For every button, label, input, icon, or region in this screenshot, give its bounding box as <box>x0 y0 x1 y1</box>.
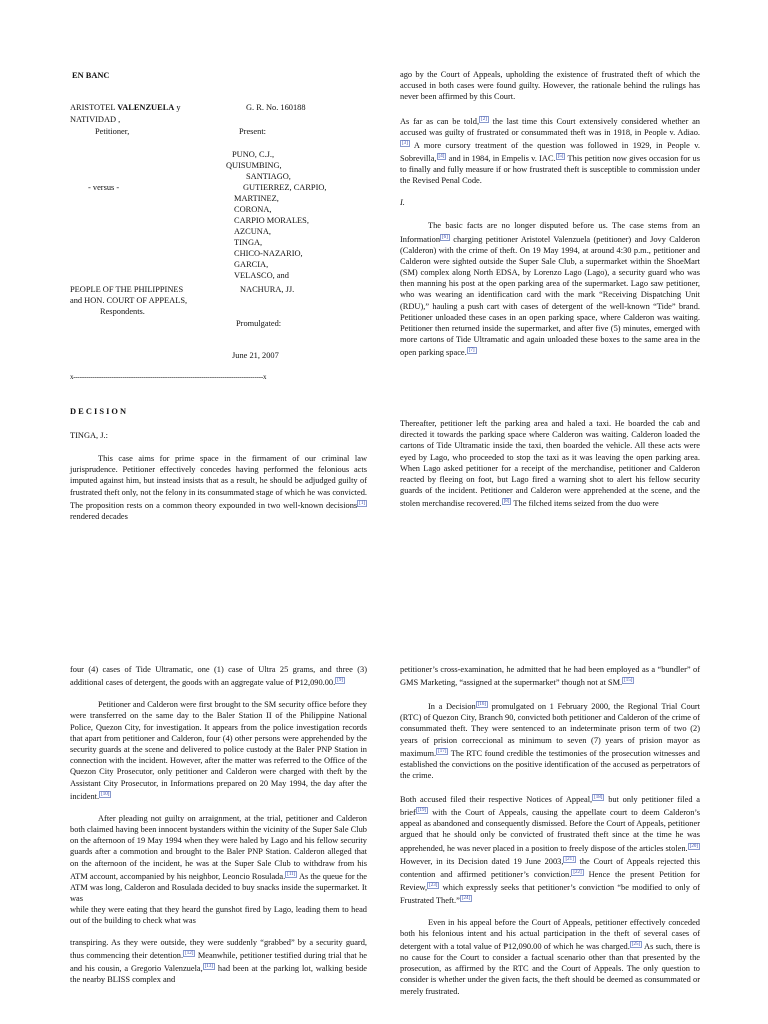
footnote-link[interactable]: [2] <box>481 116 487 122</box>
paragraph: The basic facts are no longer disputed before us. The case stems from an Information [6] charging petitioner Aristotel Valenzuela (petitioner) and Jovy Calderon (Calderon) with the crime of theft. On 19 May 1994, at around 4:30 p.m., petitioner and Calderon were sighted outside the Super Sale Club, a supermarket within the ShoeMart (SM) complex along North EDSA, by Lorenzo Lago (Lago), a security guard who was then manning his post at the open parking area of the supermarket. Lago saw petitioner, who was wearing an identification card with the mark “Receiving Dispatching Unit (RDU),” hauling a push cart with cases of detergent of the well-known “Tide” brand. Petitioner unloaded these cases in an open parking space, where Calderon was waiting. Petitioner then returned inside the supermarket, and after five (5) minutes, emerged with more cartons of Tide Ultramatic and again unloaded these boxes to the same area in the open parking space. [7] <box>400 221 700 358</box>
justice: CORONA, <box>234 205 272 214</box>
petitioner-first: ARISTOTEL <box>70 103 116 112</box>
paragraph: Petitioner and Calderon were first brought to the SM security office before they were transferred on the same day to the Baler Station II of the Philippine National Police, Quezon City, for investigation. It appears from the police investigation records that apart from petitioner and Calderon, four (4) other persons were apprehended by the security guards at the scene and delivered to police custody at the Baler PNP Station in connection with the incident. However, after the matter was referred to the Office of the Quezon City Prosecutor, only petitioner and Calderon were charged with theft by the Assistant City Prosecutor, in Informations prepared on 20 May 1994, the day after the incident. [10] <box>70 700 367 801</box>
footnote-link[interactable]: [16] <box>477 702 487 708</box>
petitioner-name <box>70 102 181 113</box>
footnote-link[interactable]: [5] <box>557 153 564 159</box>
decision-heading: D E C I S I O N <box>70 407 127 416</box>
court-division: EN BANC <box>72 71 110 80</box>
footnote-link[interactable]: [24] <box>461 895 471 901</box>
header-separator: x-----------------------------------------------------------------------------------------x <box>70 373 267 381</box>
paragraph: After pleading not guilty on arraignment, at the trial, petitioner and Calderon both claimed having been innocent bystanders within the vicinity of the Super Sale Club on the afternoon of 19 May 1994 when they were haled by Lago and his fellow security guards after a commotion and brought to the Baler PNP Station. Calderon alleged that on the afternoon of the incident, he was at the Super Sale Club to withdraw from his ATM account, accompanied by his neighbor, Leoncio Rosulada. [11] As the queue for the ATM was long, Calderon and Rosulada decided to buy snacks inside the supermarket. It was <box>70 813 367 904</box>
footnote-link[interactable]: [11] <box>287 871 296 877</box>
respondent-line1: PEOPLE OF THE PHILIPPINES <box>70 285 184 294</box>
paragraph: Both accused filed their respective Notices of Appeal, [18] but only petitioner filed a brief [19] with the Court of Appeals, causing the appellate court to deem Calderon’s appeal as abandoned and consequently dismissed. Before the Court of Appeals, petitioner argued that he should only be convicted of frustrated theft since at the time he was apprehended, he was never placed in a position to freely dispose of the articles stolen. [20] However, in its Decision dated 19 June 2003, [21] the Court of Appeals rejected this contention and affirmed petitioner’s conviction. [22] Hence the present Petition for Review, [23] which expressly seeks that petitioner’s conviction “be modified to only of Frustrated Theft.” [24] <box>400 795 701 905</box>
footnote-link[interactable]: [15] <box>624 678 633 684</box>
paragraph: Even in his appeal before the Court of Appeals, petitioner effectively conceded both his felonious intent and his actual participation in the theft of several cases of detergent with a total value of ₱12,090.00 of which he was charged. [25] As such, there is no cause for the Court to consider a factual scenario other than that presented by the prosecution, as affirmed by the RTC and the Court of Appeals. The only question to consider is whether under the given facts, the theft should be deemed as consummated or merely frustrated. <box>400 917 700 996</box>
paragraph: four (4) cases of Tide Ultramatic, one (1) case of Ultra 25 grams, and three (3) additional cases of detergent, the goods with an aggregate value of ₱12,090.00. [9] <box>70 665 367 687</box>
justice: TINGA, <box>234 238 263 247</box>
justice: MARTINEZ, <box>234 194 279 203</box>
footnote-link[interactable]: [21] <box>565 856 574 862</box>
justice: QUISUMBING, <box>226 161 282 170</box>
respondent-line2: and HON. COURT OF APPEALS, <box>70 296 188 305</box>
footnote-link[interactable]: [23] <box>429 882 438 888</box>
paragraph-continued: transpiring. As they were outside, they were suddenly “grabbed” by a security guard, thus commencing their detention. [12] Meanwhile, petitioner testified during trial that he and his cousin, a Gregorio Valenzuela, [13] had been at the parking lot, walking beside the nearby BLISS complex and <box>70 937 367 984</box>
footnote-link[interactable]: [10] <box>101 791 110 797</box>
decision-column-right-top <box>400 69 700 369</box>
footnote-link[interactable]: [25] <box>631 942 641 948</box>
decision-column-right-mid <box>400 418 700 520</box>
justice: AZCUNA, <box>234 227 271 236</box>
decision-column-right-bottom <box>400 664 700 1008</box>
justice: CARPIO MORALES, <box>234 216 309 225</box>
footnote-link[interactable]: [19] <box>417 808 427 814</box>
decision-column-left-top <box>70 453 367 533</box>
petitioner-role: Petitioner, <box>95 127 130 136</box>
respondent-role: Respondents. <box>100 307 145 316</box>
footnote-link[interactable]: [17] <box>438 748 447 754</box>
footnote-link[interactable]: [7] <box>468 348 475 354</box>
justice: GARCIA, <box>234 260 269 269</box>
footnote-link[interactable]: [1] <box>359 500 365 506</box>
present-label: Present: <box>239 127 266 136</box>
justice: VELASCO, and <box>234 271 289 280</box>
paragraph: ago by the Court of Appeals, upholding the existence of frustrated theft of which the accused in both cases were found guilty. However, the rationale behind the rulings has never been affirmed by this Court. <box>400 70 700 102</box>
footnote-link[interactable]: [18] <box>594 795 603 801</box>
justice: CHICO-NAZARIO, <box>234 249 303 258</box>
versus-label: - versus - <box>88 183 120 192</box>
paragraph-continued: while they were eating that they heard the gunshot fired by Lago, leading them to head out of the building to check what was <box>70 905 367 926</box>
footnote-link[interactable]: [9] <box>337 678 344 684</box>
petitioner-rest: y <box>176 103 181 112</box>
justice: GUTIERREZ, CARPIO, <box>243 183 327 192</box>
justice: PUNO, C.J., <box>232 150 275 159</box>
promulgated-label: Promulgated: <box>236 319 282 328</box>
footnote-link[interactable]: [3] <box>402 140 408 146</box>
justice: SANTIAGO, <box>246 172 291 181</box>
footnote-link[interactable]: [20] <box>689 843 698 849</box>
footnote-link[interactable]: [4] <box>438 153 445 159</box>
footnote-link[interactable]: [13] <box>204 963 214 969</box>
justice: NACHURA, JJ. <box>240 285 295 294</box>
decision-column-left-bottom <box>70 664 367 996</box>
footnote-link[interactable]: [12] <box>185 950 194 956</box>
footnote-link[interactable]: [22] <box>573 869 582 875</box>
footnote-link[interactable]: [6] <box>442 234 448 240</box>
petitioner-name-line2: NATIVIDAD , <box>70 115 121 124</box>
gr-number: G. R. No. 160188 <box>246 103 306 112</box>
paragraph: As far as can be told, [2] the last time this Court extensively considered whether an accused was guilty of frustrated or consummated theft was in 1918, in People v. Adiao.[3] A more cursory treatment of the question was followed in 1929, in People v. Sobrevilla, [4] and in 1984, in Empelis v. IAC. [5] This petition now gives occasion for us to finally and fully measure if or how frustrated theft is susceptible to commission under the Revised Penal Code. <box>400 116 700 186</box>
paragraph: petitioner’s cross-examination, he admitted that he had been employed as a “bundler” of GMS Marketing, “assigned at the supermarket” though not at SM. [15] <box>400 665 700 687</box>
paragraph: This case aims for prime space in the firmament of our criminal law jurisprudence. Petitioner effectively concedes having performed the felonious acts imputed against him, but instead insists that as a result, he should be adjudged guilty of frustrated theft only, not the felony in its consummated stage of which he was convicted. The proposition rests on a common theory expounded in two well-known decisions [1] rendered decades <box>70 454 367 521</box>
promulgated-date: June 21, 2007 <box>232 351 279 360</box>
section-number: I. <box>400 198 405 208</box>
ponente: TINGA, J.: <box>70 431 108 440</box>
paragraph: Thereafter, petitioner left the parking area and haled a taxi. He boarded the cab and directed it towards the parking space where Calderon was waiting. Calderon loaded the cartons of Tide Ultramatic inside the taxi, then boarded the vehicle. All these acts were eyed by Lago, who proceeded to stop the taxi as it was leaving the open parking area. When Lago asked petitioner for a receipt of the merchandise, petitioner and Calderon reacted by fleeing on foot, but Lago fired a warning shot to alert his fellow security guards of the incident. Petitioner and Calderon were apprehended at the scene, and the stolen merchandise recovered. [8] The filched items seized from the duo were <box>400 419 700 509</box>
petitioner-last: VALENZUELA <box>117 103 175 112</box>
paragraph: In a Decision [16] promulgated on 1 February 2000, the Regional Trial Court (RTC) of Quezon City, Branch 90, convicted both petitioner and Calderon of the crime of consummated theft. They were sentenced to an indeterminate prison term of two (2) years of prision correccional as minimum to seven (7) years of prision mayor as maximum. [17] The RTC found credible the testimonies of the prosecution witnesses and established the convictions on the positive identification of the accused as perpetrators of the crime. <box>400 702 701 781</box>
footnote-link[interactable]: [8] <box>503 499 510 505</box>
